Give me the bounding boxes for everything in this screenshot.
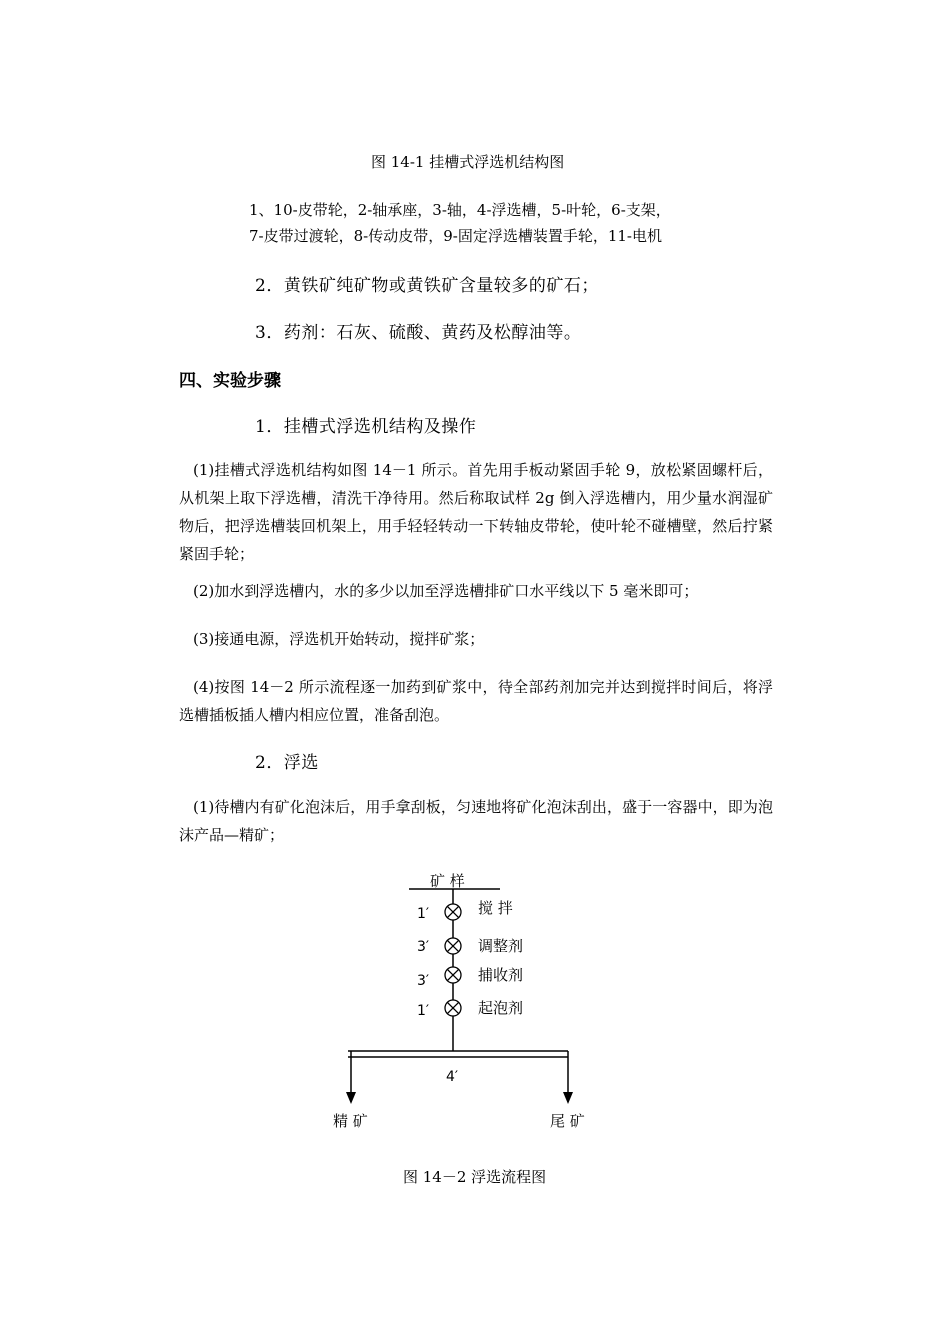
- mix-symbol-3: [445, 967, 461, 983]
- step-3-label: 捕收剂: [478, 966, 524, 984]
- material-item-3: 3．药剂：石灰、硫酸、黄药及松醇油等。: [255, 323, 582, 343]
- paragraph-3-text: (3)接通电源，浮选机开始转动，搅拌矿浆；: [193, 630, 485, 648]
- step-3-time: 3′: [417, 973, 430, 989]
- mix-symbol-1: [445, 904, 461, 920]
- step-1-label: 搅 拌: [478, 899, 513, 917]
- paragraph-5-text: (1)待槽内有矿化泡沫后，用手拿刮板，匀速地将矿化泡沫刮出，盛于一容器中，即为泡沫产品—精矿；: [179, 798, 773, 844]
- step-4-time: 1′: [417, 1003, 430, 1019]
- fig2-caption: 图 14－2 浮选流程图: [403, 1168, 547, 1186]
- step-2-label: 调整剂: [478, 937, 524, 955]
- paragraph-2-text: (2)加水到浮选槽内，水的多少以加至浮选槽排矿口水平线以下 5 毫米即可；: [193, 582, 699, 600]
- tailings-label: 尾 矿: [550, 1112, 585, 1130]
- fig1-legend-line1: 1、10-皮带轮，2-轴承座，3-轴，4-浮选槽，5-叶轮，6-支架，: [249, 201, 671, 219]
- left-arrow-head: [346, 1092, 356, 1104]
- concentrate-label: 精 矿: [333, 1112, 368, 1130]
- step-4-label: 起泡剂: [478, 999, 524, 1017]
- mix-symbol-4: [445, 1000, 461, 1016]
- paragraph-4-text: (4)按图 14－2 所示流程逐一加药到矿浆中，待全部药剂加完并达到搅拌时间后，将浮选槽插板插人槽内相应位置，准备刮泡。: [179, 678, 773, 724]
- paragraph-1-text: (1)挂槽式浮选机结构如图 14－1 所示。首先用手板动紧固手轮 9，放松紧固螺杆后，从机架上取下浮选槽，清洗干净待用。然后称取试样 2g 倒入浮选槽内，用少量水润湿矿物后，把浮选槽装回机架上，用手轻轻转动一下转轴皮带轮，使叶轮不碰槽壁，然后拧紧紧固手轮；: [179, 461, 773, 563]
- material-item-2: 2．黄铁矿纯矿物或黄铁矿含量较多的矿石；: [255, 276, 599, 296]
- section-heading: 四、实验步骤: [179, 371, 281, 391]
- float-time: 4′: [446, 1069, 459, 1085]
- subsection-2-title: 2．浮选: [255, 753, 319, 773]
- right-arrow-head: [563, 1092, 573, 1104]
- fig1-caption: 图 14-1 挂槽式浮选机结构图: [371, 153, 565, 171]
- flow-top-label: 矿 样: [430, 872, 465, 890]
- step-1-time: 1′: [417, 906, 430, 922]
- subsection-1-title: 1．挂槽式浮选机结构及操作: [255, 417, 477, 437]
- step-2-time: 3′: [417, 939, 430, 955]
- fig1-legend-line2: 7-皮带过渡轮，8-传动皮带，9-固定浮选槽装置手轮，11-电机: [249, 227, 662, 245]
- mix-symbol-2: [445, 938, 461, 954]
